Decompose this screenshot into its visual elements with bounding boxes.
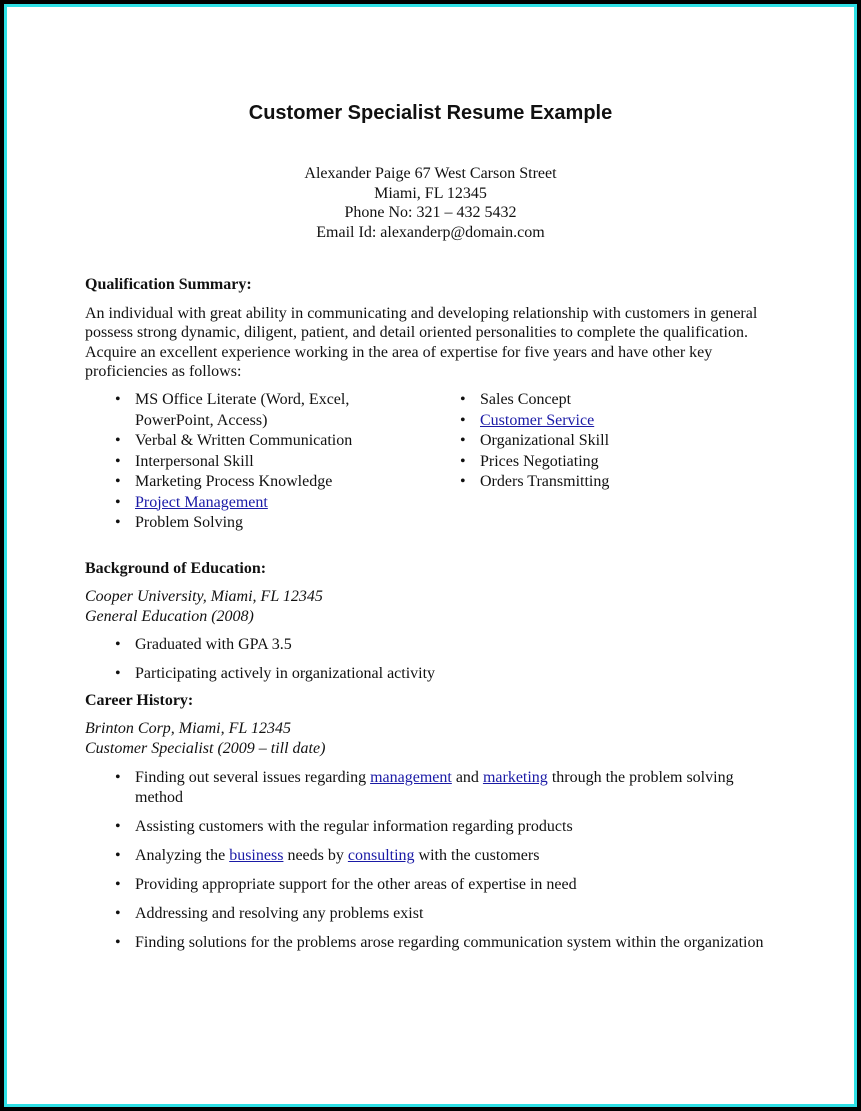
contact-block	[0, 164, 861, 242]
list-item	[85, 513, 415, 534]
contact-phone: Phone No: 321 – 432 5432	[344, 204, 517, 221]
contact-city: Miami, FL 12345	[374, 184, 487, 202]
list-item	[85, 768, 775, 807]
list-item-text: Participating actively in organizational activity	[135, 665, 436, 682]
contact-email: Email Id: alexanderp@domain.com	[316, 223, 545, 241]
list-item	[430, 411, 730, 432]
list-item-text: Organizational Skill	[480, 432, 610, 449]
career-company: Brinton Corp, Miami, FL 12345	[85, 720, 291, 737]
list-item-text: Finding solutions for the problems arose regarding communication system within the organization	[135, 933, 764, 951]
contact-address: Alexander Paige 67 West Carson Street	[304, 165, 557, 182]
education-degree: General Education (2008)	[85, 608, 254, 625]
list-item	[85, 875, 775, 895]
list-item-text: Assisting customers with the regular information regarding products	[135, 817, 573, 835]
list-item-text: Sales Concept	[480, 391, 572, 408]
career-role: Customer Specialist (2009 – till date)	[85, 740, 326, 757]
list-item	[430, 452, 730, 473]
list-item	[85, 904, 775, 924]
list-item-text: Interpersonal Skill	[135, 452, 254, 470]
list-item	[85, 933, 775, 953]
list-item-text: MS Office Literate (Word, Excel, PowerPoint, Access)	[135, 391, 350, 429]
list-item	[430, 431, 730, 452]
skills-list-left	[85, 390, 415, 534]
link-project-management[interactable]: Project Management	[135, 493, 268, 511]
link-customer-service[interactable]: Customer Service	[480, 411, 595, 429]
list-item-text: Graduated with GPA 3.5	[135, 636, 292, 653]
list-item	[85, 431, 415, 452]
list-item	[85, 472, 415, 493]
list-item	[85, 846, 775, 866]
list-item-text: through the problem solving method	[135, 769, 734, 806]
link-marketing[interactable]: marketing	[482, 769, 548, 786]
list-item-text: Analyzing the	[135, 846, 230, 864]
list-item-text: Prices Negotiating	[480, 452, 599, 470]
list-item	[85, 390, 415, 431]
list-item-text: Orders Transmitting	[480, 473, 610, 490]
list-item-text: and	[451, 769, 483, 786]
list-item-text: Marketing Process Knowledge	[135, 473, 333, 490]
career-list	[85, 768, 775, 962]
education-heading: Background of Education:	[85, 560, 267, 577]
link-business[interactable]: business	[229, 846, 284, 864]
list-item	[430, 390, 730, 411]
list-item	[85, 635, 775, 655]
list-item-text: Providing appropriate support for the other areas of expertise in need	[135, 875, 577, 893]
list-item	[85, 452, 415, 473]
list-item	[85, 817, 775, 837]
education-school: Cooper University, Miami, FL 12345	[85, 588, 323, 605]
list-item-text: Problem Solving	[135, 514, 244, 531]
qualification-heading: Qualification Summary:	[85, 276, 252, 293]
education-list	[85, 635, 775, 693]
list-item	[85, 493, 415, 514]
list-item-text: Verbal & Written Communication	[135, 432, 353, 449]
skills-list-right	[430, 390, 730, 493]
list-item-text: with the customers	[414, 846, 540, 864]
document-title: Customer Specialist Resume Example	[248, 102, 613, 124]
list-item-text: Addressing and resolving any problems exist	[135, 904, 424, 922]
link-management[interactable]: management	[370, 769, 452, 786]
list-item-text: needs by	[283, 846, 348, 864]
qualification-paragraph: An individual with great ability in communicating and developing relationship with customers in general possess strong dynamic, diligent, patient, and detail oriented personalities to complete the qualification. Acquire an excellent experience working in the area of expertise for five years and have other key proficiencies as follows:	[85, 305, 758, 380]
link-consulting[interactable]: consulting	[347, 846, 415, 864]
career-heading: Career History:	[85, 692, 194, 709]
list-item-text: Finding out several issues regarding	[135, 769, 371, 786]
list-item	[430, 472, 730, 493]
list-item	[85, 664, 775, 684]
